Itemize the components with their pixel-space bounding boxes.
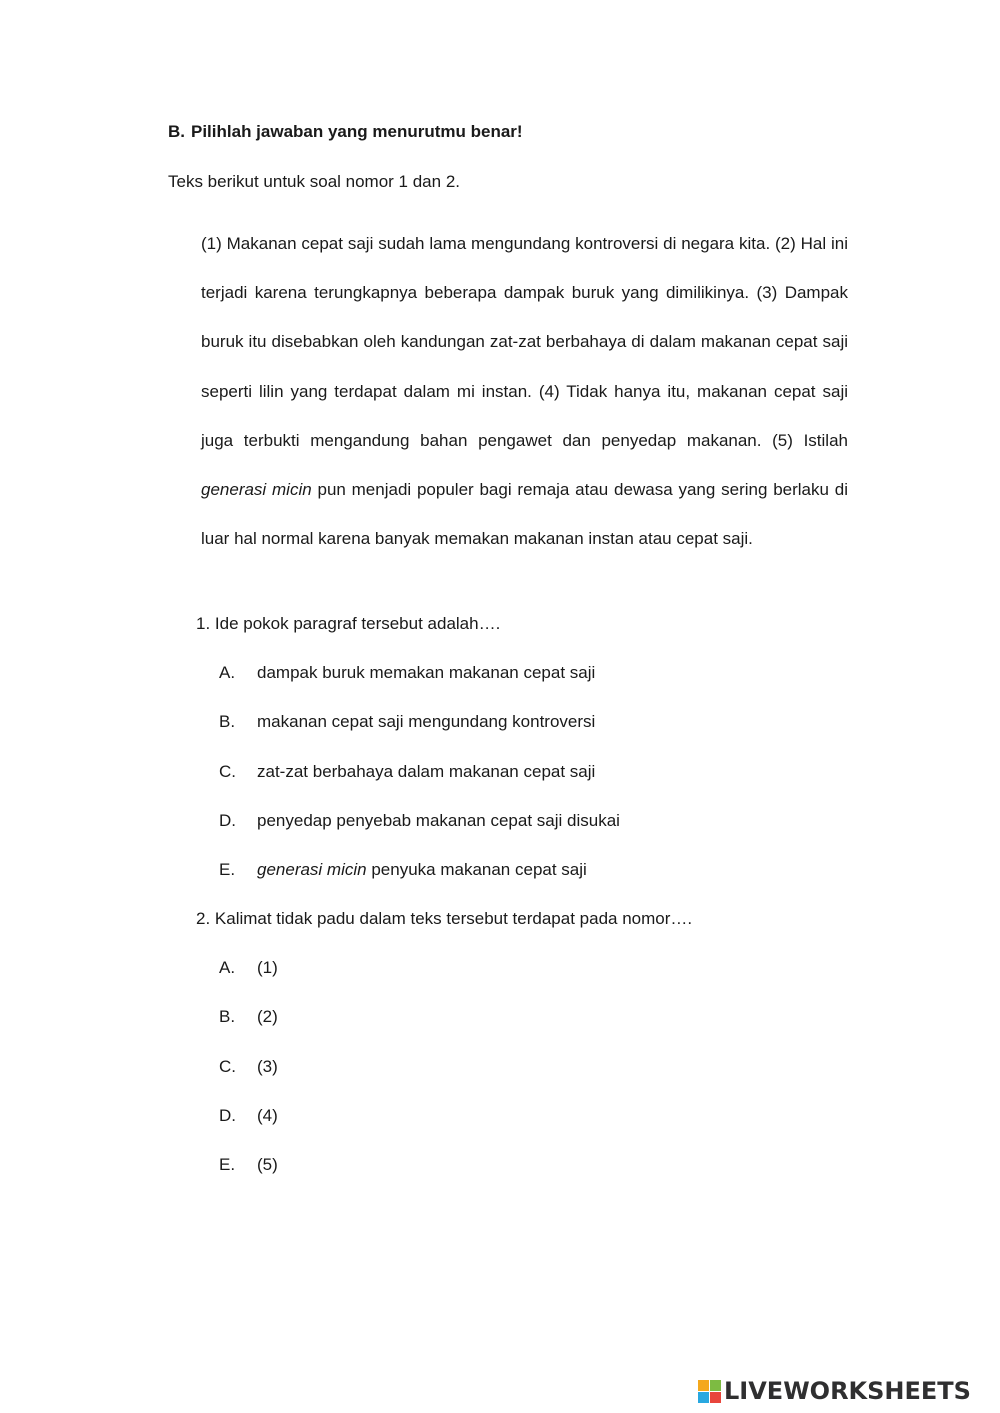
logo-text: LIVEWORKSHEETS: [724, 1377, 971, 1405]
q1-option-e[interactable]: [219, 860, 587, 880]
q2-option-b[interactable]: [219, 1007, 278, 1027]
passage-text-end: pun menjadi populer bagi remaja atau dewasa yang sering berlaku di luar hal normal karena banyak memakan makanan instan atau cepat saji.: [201, 480, 848, 549]
logo-block: [710, 1380, 721, 1391]
option-letter: E.: [219, 1155, 236, 1174]
option-letter: A.: [219, 958, 236, 977]
q1-option-d[interactable]: [219, 811, 620, 831]
q2-option-e[interactable]: [219, 1155, 278, 1175]
question-1: 1. Ide pokok paragraf tersebut adalah….: [196, 614, 501, 633]
option-letter: D.: [219, 1106, 236, 1125]
option-letter: C.: [219, 762, 236, 781]
option-letter: C.: [219, 1057, 236, 1076]
option-letter: E.: [219, 860, 236, 879]
option-letter: B.: [219, 712, 236, 731]
passage-italic-term: generasi micin: [201, 480, 312, 500]
q2-option-d[interactable]: [219, 1106, 278, 1126]
section-letter: B.: [168, 122, 185, 141]
q2-option-c[interactable]: [219, 1057, 278, 1077]
option-letter: D.: [219, 811, 236, 830]
section-title: [168, 122, 523, 142]
option-text: dampak buruk memakan makanan cepat saji: [257, 663, 596, 682]
option-italic-term: generasi micin: [257, 860, 367, 879]
option-text: (1): [257, 958, 278, 977]
passage-text-start: (1) Makanan cepat saji sudah lama mengundang kontroversi di negara kita. (2) Hal ini terjadi karena terungkapnya beberapa dampak buruk yang dimilikinya. (3) Dampak buruk itu disebabkan oleh kandungan zat-zat berbahaya di dalam makanan cepat saji seperti lilin yang terdapat dalam mi instan. (4) Tidak hanya itu, makanan cepat saji juga terbukti mengandung bahan pengawet dan penyedap makanan. (5) Istilah: [201, 234, 848, 450]
intro-text: Teks berikut untuk soal nomor 1 dan 2.: [168, 172, 460, 191]
option-text: penyuka makanan cepat saji: [366, 860, 587, 879]
option-text: makanan cepat saji mengundang kontroversi: [257, 712, 596, 731]
option-text: (5): [257, 1155, 278, 1174]
q1-option-c[interactable]: [219, 762, 595, 782]
logo-block: [698, 1392, 709, 1403]
reading-passage: [201, 219, 848, 563]
q2-option-a[interactable]: [219, 958, 278, 978]
option-letter: B.: [219, 1007, 236, 1026]
q1-option-a[interactable]: [219, 663, 595, 683]
option-text: penyedap penyebab makanan cepat saji disukai: [257, 811, 620, 830]
option-text: zat-zat berbahaya dalam makanan cepat saji: [257, 762, 596, 781]
section-title-text: Pilihlah jawaban yang menurutmu benar!: [191, 122, 523, 141]
q1-option-b[interactable]: [219, 712, 595, 732]
logo-blocks-icon: [698, 1380, 721, 1403]
option-text: (3): [257, 1057, 278, 1076]
logo-block: [698, 1380, 709, 1391]
liveworksheets-logo: [698, 1377, 971, 1405]
option-letter: A.: [219, 663, 236, 682]
logo-block: [710, 1392, 721, 1403]
option-text: (4): [257, 1106, 278, 1125]
option-text: (2): [257, 1007, 278, 1026]
question-2: 2. Kalimat tidak padu dalam teks tersebut terdapat pada nomor….: [196, 909, 693, 928]
